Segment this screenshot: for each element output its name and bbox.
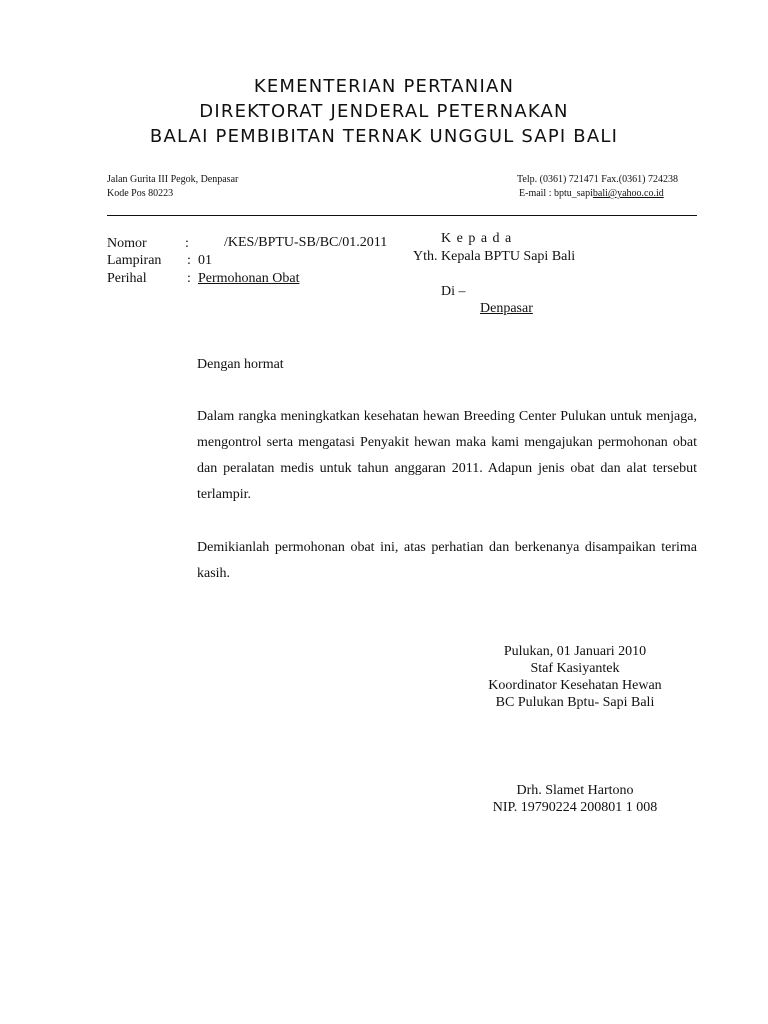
contact-postcode: Kode Pos 80223 [107, 188, 174, 199]
contact-email-prefix: E-mail : bptu_sapi [519, 188, 593, 199]
body-paragraph-2: Demikianlah permohonan obat ini, atas perhatian dan berkenanya disampaikan terima kasih. [197, 540, 697, 581]
signature-block [470, 643, 680, 711]
header-ministry: KEMENTERIAN PERTANIAN [253, 76, 515, 97]
signature-place-date: Pulukan, 01 Januari 2010 [503, 644, 647, 659]
signatory [470, 782, 680, 816]
lampiran-label: Lampiran [107, 253, 162, 268]
contact-email-link[interactable]: bali@yahoo.co.id [592, 188, 664, 199]
lampiran-colon: : [187, 253, 191, 268]
greeting: Dengan hormat [197, 357, 284, 372]
nomor-value: /KES/BPTU-SB/BC/01.2011 [224, 235, 388, 250]
nomor-colon: : [185, 236, 189, 251]
body-paragraph-1: Dalam rangka meningkatkan kesehatan hewan Breeding Center Pulukan untuk menjaga, mengontrol serta mengatasi Penyakit hewan maka kami mengajukan permohonan obat dan peralatan medis untuk tahun anggaran 2011. Adapun jenis obat dan alat tersebut terlampir. [197, 409, 697, 502]
signature-position-1: Staf Kasiyantek [530, 661, 620, 676]
contact-email [519, 188, 664, 199]
signatory-nip: NIP. 19790224 200801 1 008 [492, 800, 658, 815]
signature-position-2: Koordinator Kesehatan Hewan [488, 678, 662, 693]
recipient-city: Denpasar [480, 301, 533, 316]
contact-address: Jalan Gurita III Pegok, Denpasar [107, 174, 239, 185]
perihal-label: Perihal [107, 271, 147, 286]
lampiran-value: 01 [198, 253, 212, 268]
recipient-kepada: K e p a d a [441, 231, 513, 246]
signatory-name: Drh. Slamet Hartono [516, 783, 634, 798]
recipient-yth: Yth. Kepala BPTU Sapi Bali [413, 249, 576, 264]
perihal-colon: : [187, 271, 191, 286]
perihal-value: Permohonan Obat [198, 271, 300, 286]
signature-position-3: BC Pulukan Bptu- Sapi Bali [495, 695, 655, 710]
recipient-di: Di – [441, 284, 466, 299]
header-divider [107, 215, 697, 216]
header-institution: BALAI PEMBIBITAN TERNAK UNGGUL SAPI BALI [149, 126, 619, 147]
contact-phone: Telp. (0361) 721471 Fax.(0361) 724238 [517, 174, 678, 185]
nomor-label: Nomor [107, 236, 147, 251]
header-directorate: DIREKTORAT JENDERAL PETERNAKAN [199, 101, 569, 122]
